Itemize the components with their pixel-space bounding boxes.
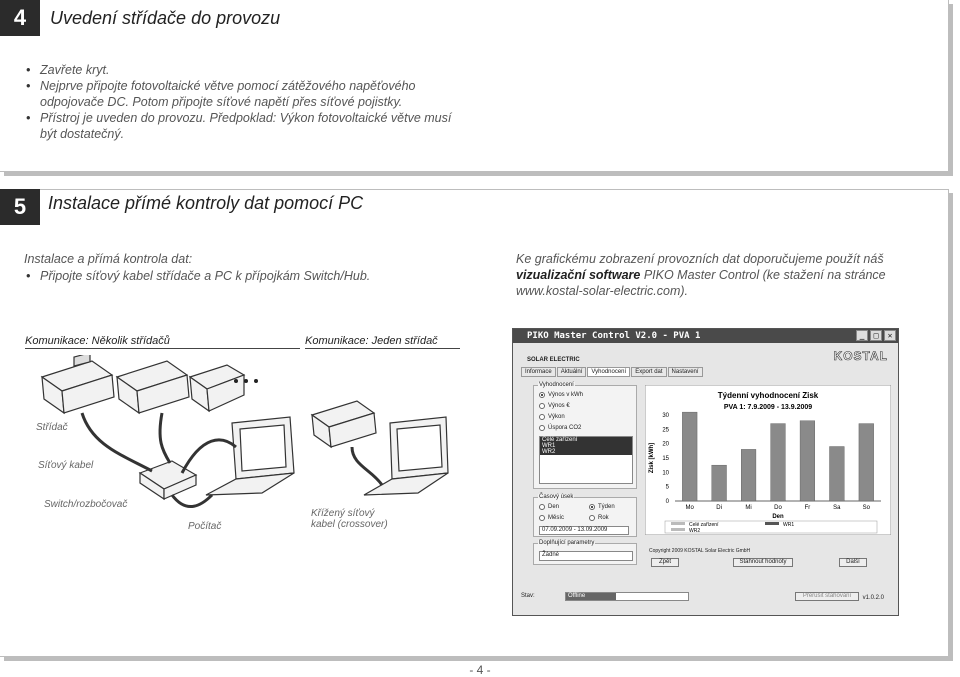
next-button[interactable]: Další	[839, 558, 867, 567]
list-item[interactable]: Celé zařízení	[540, 437, 632, 443]
inverter-1-icon	[42, 355, 114, 413]
window-title: PIKO Master Control V2.0 - PVA 1	[527, 331, 701, 341]
x-tick-label: Mo	[685, 505, 694, 511]
copyright-text: Copyright 2009 KOSTAL Solar Electric GmbH	[649, 548, 751, 554]
inverter-2-icon	[117, 361, 189, 413]
switch-icon	[140, 461, 196, 499]
bullet-item: • Zavřete kryt.	[22, 62, 462, 78]
caption-multi: Komunikace: Několik střídačů	[25, 335, 170, 347]
radio-rok[interactable]: Rok	[589, 515, 609, 521]
software-window	[512, 328, 899, 616]
tab-nastaveni[interactable]: Nastavení	[668, 367, 703, 377]
bar	[859, 424, 874, 501]
status-bar	[565, 592, 689, 601]
extra-group-title: Doplňující parametry	[539, 540, 595, 546]
caption-multi-rule	[25, 348, 300, 349]
extra-select[interactable]: Žádné	[539, 551, 633, 561]
tab-vyhodnoceni[interactable]: Vyhodnocení	[587, 367, 630, 377]
chart-subtitle: PVA 1: 7.9.2009 - 13.9.2009	[723, 404, 813, 411]
bullet-item: • Přístroj je uveden do provozu. Předpoklad: Výkon fotovoltaické větve musí být dostatečný.	[22, 110, 462, 142]
bar	[741, 449, 756, 501]
inverter-3-icon	[190, 365, 244, 411]
y-tick-label: 30	[662, 413, 669, 419]
section-5-badge: 5	[0, 189, 40, 225]
bullet-item: • Nejprve připojte fotovoltaické větve pomocí zátěžového napěťového odpojovače DC. Potom připojte síťové napětí přes síťové pojistky.	[22, 78, 462, 110]
tab-informace[interactable]: Informace	[521, 367, 556, 377]
list-item[interactable]: WR1	[540, 443, 632, 449]
y-tick-label: 5	[665, 484, 669, 491]
x-tick-label: Fr	[804, 505, 811, 511]
minimize-icon[interactable]: _	[856, 330, 868, 341]
tab-bar	[521, 367, 703, 377]
text-post: PIKO Master Control (ke stažení na stránce www.kostal-solar-electric.com).	[516, 268, 886, 298]
legend-entry: WR1	[783, 522, 795, 528]
window-titlebar	[513, 329, 898, 343]
section-5-title: Instalace přímé kontroly dat pomocí PC	[48, 193, 364, 213]
bullet-item: • Připojte síťový kabel střídače a PC k přípojkám Switch/Hub.	[22, 268, 462, 284]
y-tick-label: 10	[662, 470, 669, 477]
y-tick-label: 25	[662, 427, 669, 434]
weekly-yield-chart	[645, 385, 891, 535]
extra-group	[533, 540, 637, 565]
radio-den[interactable]: Den	[539, 504, 559, 510]
x-axis-label: Den	[772, 514, 784, 520]
radio-vykon[interactable]: Výkon	[539, 414, 565, 420]
legend-swatch	[671, 528, 685, 531]
section-4-title: Uvedení střídače do provozu	[50, 8, 281, 28]
page-number: - 4 -	[469, 663, 491, 677]
back-button[interactable]: Zpět	[651, 558, 679, 567]
legend-swatch	[671, 522, 685, 525]
device-list[interactable]	[539, 436, 633, 484]
section-5-intro: Instalace a přímá kontrola dat:	[24, 252, 193, 266]
bar	[682, 412, 697, 501]
tab-aktualni[interactable]: Aktuální	[557, 367, 587, 377]
radio-tyden[interactable]: Týden	[589, 504, 615, 510]
kostal-logo: KOSTAL	[833, 349, 888, 363]
x-tick-label: Sa	[833, 505, 841, 511]
text-bold: vizualizační software	[516, 268, 641, 282]
x-tick-label: So	[862, 505, 870, 511]
legend-entry: WR2	[689, 528, 701, 534]
label-crossover: Křížený síťový kabel (crossover)	[311, 508, 388, 530]
status-label: Stav:	[521, 593, 535, 599]
download-button[interactable]: Stáhnout hodnoty	[733, 558, 793, 567]
label-switch: Switch/rozbočovač	[44, 499, 128, 510]
chart-title: Týdenní vyhodnocení Zisk	[717, 391, 819, 400]
version-label: v1.0.2.0	[862, 595, 884, 601]
eval-group	[533, 382, 637, 489]
bar	[771, 424, 786, 501]
legend-entry: Celé zařízení	[689, 522, 719, 528]
caption-single: Komunikace: Jeden střídač	[305, 335, 438, 347]
inverter-single-icon	[312, 401, 376, 447]
radio-vynos-kwh[interactable]: Výnos v kWh	[539, 392, 583, 398]
x-tick-label: Mi	[745, 505, 752, 511]
bar	[800, 421, 815, 501]
list-item[interactable]: WR2	[540, 449, 632, 455]
period-group	[533, 494, 637, 537]
x-tick-label: Do	[774, 505, 782, 511]
radio-uspora[interactable]: Úspora CO2	[539, 425, 581, 431]
y-tick-label: 0	[665, 499, 669, 505]
status-value: Offline	[566, 593, 616, 600]
abort-download-button[interactable]: Přerušit stahování	[795, 592, 859, 601]
date-range-select[interactable]: 07.09.2009 - 13.09.2009	[539, 526, 629, 535]
label-pc: Počítač	[188, 521, 222, 532]
text-pre: Ke grafickému zobrazení provozních dat doporučujeme použít náš	[516, 252, 884, 266]
brand-label: SOLAR ELECTRIC	[527, 357, 580, 363]
radio-vynos-eur[interactable]: Výnos €	[539, 403, 570, 409]
eval-group-title: Vyhodnocení	[539, 382, 574, 388]
laptop-2-icon	[364, 417, 448, 495]
maximize-icon[interactable]: □	[870, 330, 882, 341]
label-inverter: Střídač	[36, 422, 68, 433]
y-tick-label: 20	[662, 441, 669, 448]
label-cable: Síťový kabel	[38, 460, 94, 471]
section-5-right-text	[516, 251, 896, 299]
legend-swatch	[765, 522, 779, 525]
close-icon[interactable]: ✕	[884, 330, 896, 341]
section-5-bullets	[22, 268, 462, 284]
tab-export[interactable]: Export dat	[631, 367, 666, 377]
bar	[712, 465, 727, 501]
bar	[830, 447, 845, 501]
y-tick-label: 15	[662, 456, 669, 462]
x-tick-label: Di	[716, 505, 722, 511]
caption-single-rule	[305, 348, 460, 349]
period-group-title: Časový úsek	[539, 494, 574, 500]
y-axis-label: Zisk [kWh]	[649, 442, 655, 474]
laptop-1-icon	[206, 417, 294, 495]
radio-mesic[interactable]: Měsíc	[539, 515, 564, 521]
section-4-bullets	[22, 62, 462, 142]
section-4-badge: 4	[0, 0, 40, 36]
